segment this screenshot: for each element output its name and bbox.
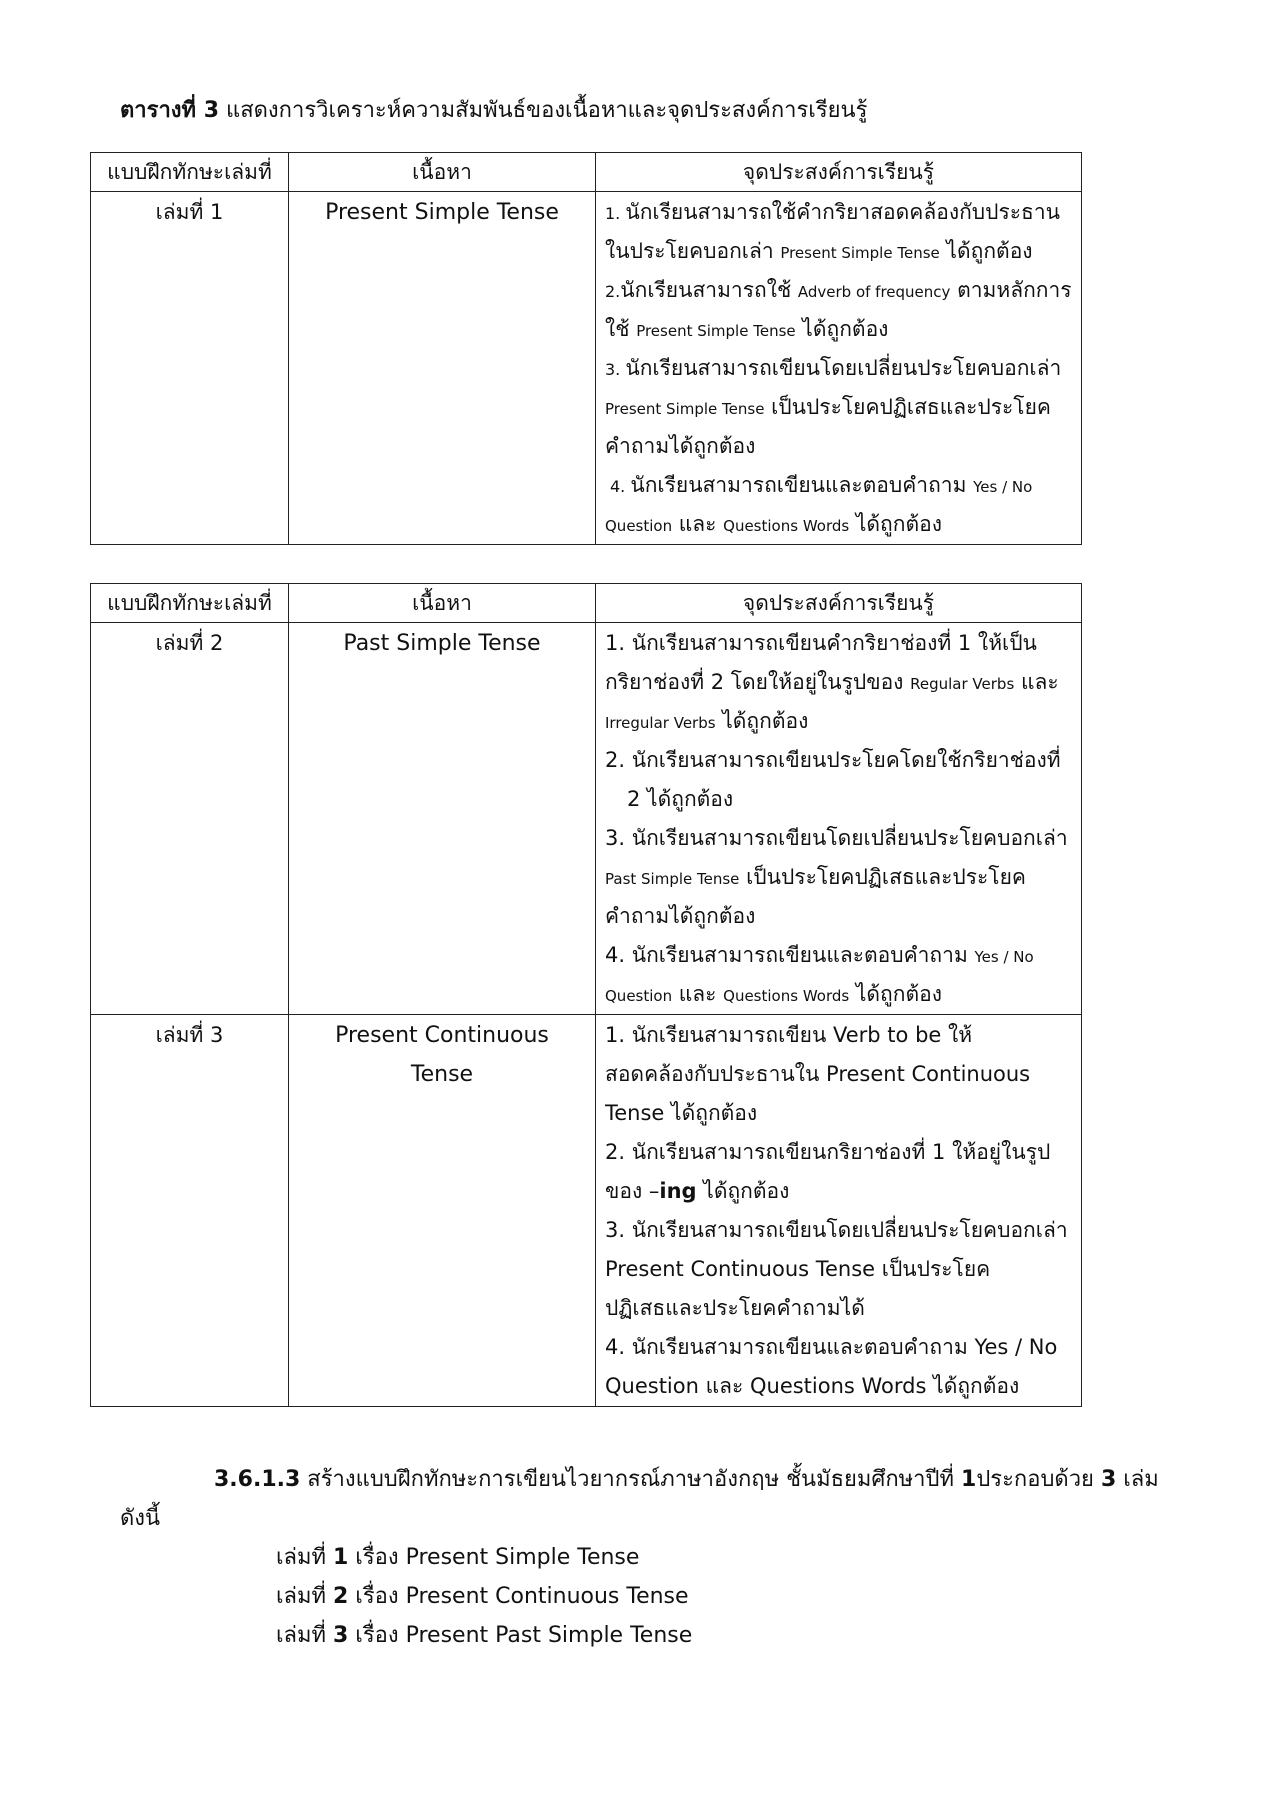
volume-cell: เล่มที่ 1 — [91, 192, 289, 545]
objective-line: 1. นักเรียนสามารถเขียนคำกริยาช่องที่ 1 ให้เป็น — [605, 631, 1037, 655]
objective-line: คำถามได้ถูกต้อง — [605, 434, 756, 458]
objectives-cell — [596, 1015, 1082, 1407]
section-number: 3.6.1.3 — [214, 1467, 301, 1492]
table-row — [91, 623, 1082, 1015]
objective-line: 2. นักเรียนสามารถเขียนประโยคโดยใช้กริยาช่องที่ — [605, 748, 1061, 772]
objective-line: 4. นักเรียนสามารถเขียนและตอบคำถาม Yes / No — [605, 1335, 1058, 1359]
objective-line: Present Simple Tense เป็นประโยคปฏิเสธและประโยค — [605, 395, 1051, 419]
objective-line: กริยาช่องที่ 2 โดยให้อยู่ในรูปของ Regular Verbs และ — [605, 670, 1059, 694]
section-grade: 1 — [961, 1467, 977, 1492]
table-row — [91, 1015, 1082, 1407]
section-continuation: ดังนี้ — [120, 1506, 161, 1531]
table-caption — [120, 96, 867, 126]
objective-line: 1. นักเรียนสามารถใช้คำกริยาสอดคล้องกับประธาน — [605, 200, 1060, 224]
content-cell — [289, 1015, 596, 1407]
table-header-row — [91, 584, 1082, 623]
caption-text: แสดงการวิเคราะห์ความสัมพันธ์ของเนื้อหาและจุดประสงค์การเรียนรู้ — [226, 98, 868, 123]
section-paragraph — [214, 1460, 1159, 1499]
objective-line: 2. นักเรียนสามารถเขียนกริยาช่องที่ 1 ให้อยู่ในรูป — [605, 1140, 1051, 1164]
objective-line: Past Simple Tense เป็นประโยคปฏิเสธและประโยค — [605, 865, 1026, 889]
objective-line: สอดคล้องกับประธานใน Present Continuous — [605, 1062, 1031, 1086]
header-volume: แบบฝึกทักษะเล่มที่ — [91, 584, 289, 623]
objective-line: ปฏิเสธและประโยคคำถามได้ — [605, 1296, 865, 1320]
list-item: เล่มที่ 3 เรื่อง Present Past Simple Tense — [276, 1623, 693, 1648]
objective-line: Tense ได้ถูกต้อง — [605, 1101, 758, 1125]
objective-line: 3. นักเรียนสามารถเขียนโดยเปลี่ยนประโยคบอกเล่า — [605, 1218, 1068, 1242]
table-header-row — [91, 153, 1082, 192]
objectives-table-1 — [90, 152, 1082, 545]
objective-line: 3. นักเรียนสามารถเขียนโดยเปลี่ยนประโยคบอกเล่า — [605, 356, 1062, 380]
content-line: Tense — [410, 1062, 474, 1087]
volume-cell: เล่มที่ 3 — [91, 1015, 289, 1407]
objective-line: 2 ได้ถูกต้อง — [627, 787, 734, 811]
objective-line: Present Continuous Tense เป็นประโยค — [605, 1257, 991, 1281]
volume-cell: เล่มที่ 2 — [91, 623, 289, 1015]
objective-line: Question และ Questions Words ได้ถูกต้อง — [605, 982, 942, 1006]
objective-line: ของ –ing ได้ถูกต้อง — [605, 1179, 790, 1203]
objective-line: 1. นักเรียนสามารถเขียน Verb to be ให้ — [605, 1023, 973, 1047]
objective-line: 2.นักเรียนสามารถใช้ Adverb of frequency ตามหลักการ — [605, 278, 1072, 302]
table-row — [91, 192, 1082, 545]
list-item: เล่มที่ 1 เรื่อง Present Simple Tense — [276, 1545, 640, 1570]
header-objectives: จุดประสงค์การเรียนรู้ — [596, 584, 1082, 623]
section-text: สร้างแบบฝึกทักษะการเขียนไวยากรณ์ภาษาอังกฤษ ชั้นมัธยมศึกษาปีที่ — [300, 1467, 961, 1492]
section-text2: ประกอบด้วย — [976, 1467, 1101, 1492]
objective-line: Question และ Questions Words ได้ถูกต้อง — [605, 512, 942, 536]
objective-line: Irregular Verbs ได้ถูกต้อง — [605, 709, 809, 733]
objective-line: ในประโยคบอกเล่า Present Simple Tense ได้ถูกต้อง — [605, 239, 1033, 263]
caption-label: ตารางที่ 3 — [120, 98, 220, 123]
objectives-table-2 — [90, 583, 1082, 1407]
objective-line: ใช้ Present Simple Tense ได้ถูกต้อง — [605, 317, 889, 341]
objective-line: คำถามได้ถูกต้อง — [605, 904, 756, 928]
header-content: เนื้อหา — [289, 584, 596, 623]
objectives-cell — [596, 192, 1082, 545]
objectives-cell — [596, 623, 1082, 1015]
header-content: เนื้อหา — [289, 153, 596, 192]
objective-line: 4. นักเรียนสามารถเขียนและตอบคำถาม Yes / No — [610, 473, 1033, 497]
list-item: เล่มที่ 2 เรื่อง Present Continuous Tense — [276, 1584, 689, 1609]
content-cell: Present Simple Tense — [289, 192, 596, 545]
content-line: Present Continuous — [335, 1023, 549, 1048]
objective-line: 3. นักเรียนสามารถเขียนโดยเปลี่ยนประโยคบอกเล่า — [605, 826, 1068, 850]
objective-line: 4. นักเรียนสามารถเขียนและตอบคำถาม Yes / No — [605, 943, 1034, 967]
content-cell: Past Simple Tense — [289, 623, 596, 1015]
header-volume: แบบฝึกทักษะเล่มที่ — [91, 153, 289, 192]
section-text3: เล่ม — [1116, 1467, 1159, 1492]
header-objectives: จุดประสงค์การเรียนรู้ — [596, 153, 1082, 192]
objective-line: Question และ Questions Words ได้ถูกต้อง — [605, 1374, 1020, 1398]
section-count: 3 — [1100, 1467, 1117, 1492]
